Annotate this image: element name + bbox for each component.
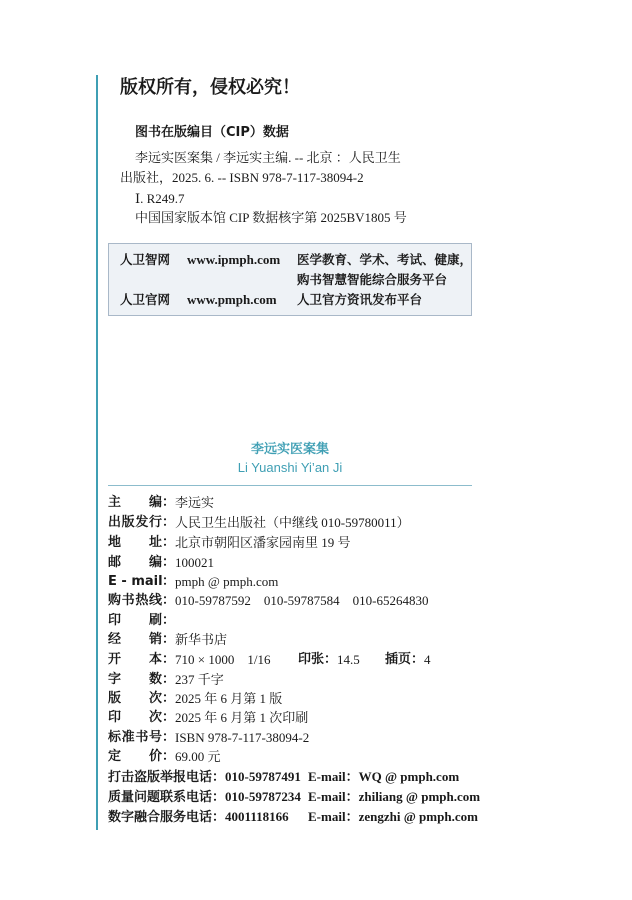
contact-colon: ： [345, 770, 359, 785]
contact-phone: 4001118166 [225, 809, 289, 824]
left-margin-rule [96, 75, 98, 830]
info-value: ISBN 978-7-117-38094-2 [175, 730, 310, 745]
info-label: E - mail [108, 574, 163, 589]
platform-url: www.pmph.com [187, 292, 277, 307]
info-label: 地 址 [108, 535, 162, 550]
info-value: 新华书店 [175, 632, 228, 647]
info-value: 北京市朝阳区潘家园南里 19 号 [175, 535, 351, 550]
info-inserts [385, 650, 431, 670]
info-sheets-label: 印张 [298, 652, 325, 667]
info-label: 经 销 [108, 632, 162, 647]
info-row-format [108, 650, 270, 670]
contact-colon: ： [212, 810, 226, 825]
cip-heading: 图书在版编目（CIP）数据 [135, 125, 289, 140]
info-label: 定 价 [108, 749, 162, 764]
title-divider [108, 485, 472, 486]
info-value: 69.00 元 [175, 749, 221, 764]
info-row-price [108, 747, 221, 767]
platform-name: 人卫官网 [120, 292, 171, 307]
info-colon: ： [162, 691, 176, 706]
info-row-isbn [108, 728, 309, 748]
info-colon: ： [162, 535, 176, 550]
contact-email: WQ @ pmph.com [358, 769, 460, 784]
info-row-printing [108, 708, 308, 728]
contact-row-quality [108, 787, 301, 807]
info-colon: ： [162, 613, 176, 628]
info-value: 710 × 1000 1/16 [175, 652, 271, 667]
contact-email-quality [308, 787, 480, 807]
info-value: 2025 年 6 月第 1 版 [175, 691, 283, 706]
cip-line-2: 出版社，2025. 6. -- ISBN 978-7-117-38094-2 [120, 170, 364, 185]
book-title-pinyin: Li Yuanshi Yi’an Ji [237, 460, 343, 475]
info-label: 出版发行 [108, 515, 162, 530]
info-row-word-count [108, 670, 224, 690]
contact-row-piracy [108, 767, 301, 787]
info-label: 主 编 [108, 495, 162, 510]
cip-line-3: Ⅰ. R249.7 [135, 191, 185, 206]
book-title: 李远实医案集 [250, 442, 329, 457]
info-colon: ： [162, 574, 176, 589]
info-colon: ： [411, 652, 425, 667]
info-label: 开 本 [108, 652, 162, 667]
info-value: pmph @ pmph.com [175, 574, 279, 589]
info-row-editor [108, 493, 214, 513]
contact-colon: ： [212, 790, 226, 805]
info-row-publisher [108, 513, 410, 533]
info-colon: ： [162, 555, 176, 570]
info-row-printer [108, 611, 175, 631]
cip-line-4: 中国国家版本馆 CIP 数据核字第 2025BV1805 号 [135, 210, 407, 225]
contact-email-label: E-mail [308, 789, 346, 804]
info-colon: ： [162, 710, 176, 725]
info-colon: ： [324, 652, 338, 667]
contact-colon: ： [345, 790, 359, 805]
contact-phone: 010-59787234 [225, 789, 301, 804]
info-row-hotline [108, 591, 429, 611]
info-colon: ： [162, 652, 176, 667]
info-label: 版 次 [108, 691, 162, 706]
contact-label: 打击盗版举报电话 [108, 770, 213, 785]
info-value: 李远实 [175, 495, 215, 510]
contact-row-digital [108, 807, 289, 827]
cip-line-1: 李远实医案集 / 李远实主编. -- 北京 ：人民卫生 [135, 150, 401, 165]
info-row-address [108, 533, 351, 553]
info-label: 购书热线 [108, 593, 162, 608]
info-label: 标准书号 [108, 730, 162, 745]
info-colon: ： [162, 593, 176, 608]
info-colon: ： [162, 632, 176, 647]
info-colon: ： [162, 749, 176, 764]
info-value: 100021 [175, 555, 214, 570]
info-colon: ： [162, 515, 176, 530]
contact-email-piracy [308, 767, 459, 787]
info-label: 印 刷 [108, 613, 162, 628]
info-value: 010-59787592 010-59787584 010-65264830 [175, 593, 429, 608]
contact-email-digital [308, 807, 478, 827]
copyright-notice: 版权所有，侵权必究！ [120, 77, 300, 98]
info-label: 印 次 [108, 710, 162, 725]
platform-description: 医学教育、学术、考试、健康， [297, 252, 473, 267]
info-label: 字 数 [108, 672, 162, 687]
info-sheets [298, 650, 360, 670]
info-inserts-value: 4 [424, 652, 431, 667]
info-row-edition [108, 689, 282, 709]
info-row-postcode [108, 553, 214, 573]
info-inserts-label: 插页 [385, 652, 412, 667]
info-colon: ： [162, 730, 176, 745]
contact-colon: ： [212, 770, 226, 785]
contact-colon: ： [345, 810, 359, 825]
contact-label: 质量问题联系电话 [108, 790, 213, 805]
platform-description: 人卫官方资讯发布平台 [297, 292, 423, 307]
info-value: 237 千字 [175, 672, 224, 687]
info-colon: ： [162, 495, 176, 510]
contact-email: zhiliang @ pmph.com [358, 789, 481, 804]
contact-label: 数字融合服务电话 [108, 810, 213, 825]
info-label: 邮 编 [108, 555, 162, 570]
contact-phone: 010-59787491 [225, 769, 301, 784]
info-row-distributor [108, 630, 227, 650]
platform-description: 购书智慧智能综合服务平台 [297, 272, 448, 287]
info-sheets-value: 14.5 [337, 652, 360, 667]
platform-url: www.ipmph.com [187, 252, 281, 267]
info-colon: ： [162, 672, 176, 687]
contact-email-label: E-mail [308, 809, 346, 824]
contact-email: zengzhi @ pmph.com [358, 809, 478, 824]
info-value: 2025 年 6 月第 1 次印刷 [175, 710, 309, 725]
info-row-email [108, 572, 278, 592]
info-value: 人民卫生出版社（中继线 010-59780011） [175, 515, 410, 530]
contact-email-label: E-mail [308, 769, 346, 784]
platform-name: 人卫智网 [120, 252, 171, 267]
